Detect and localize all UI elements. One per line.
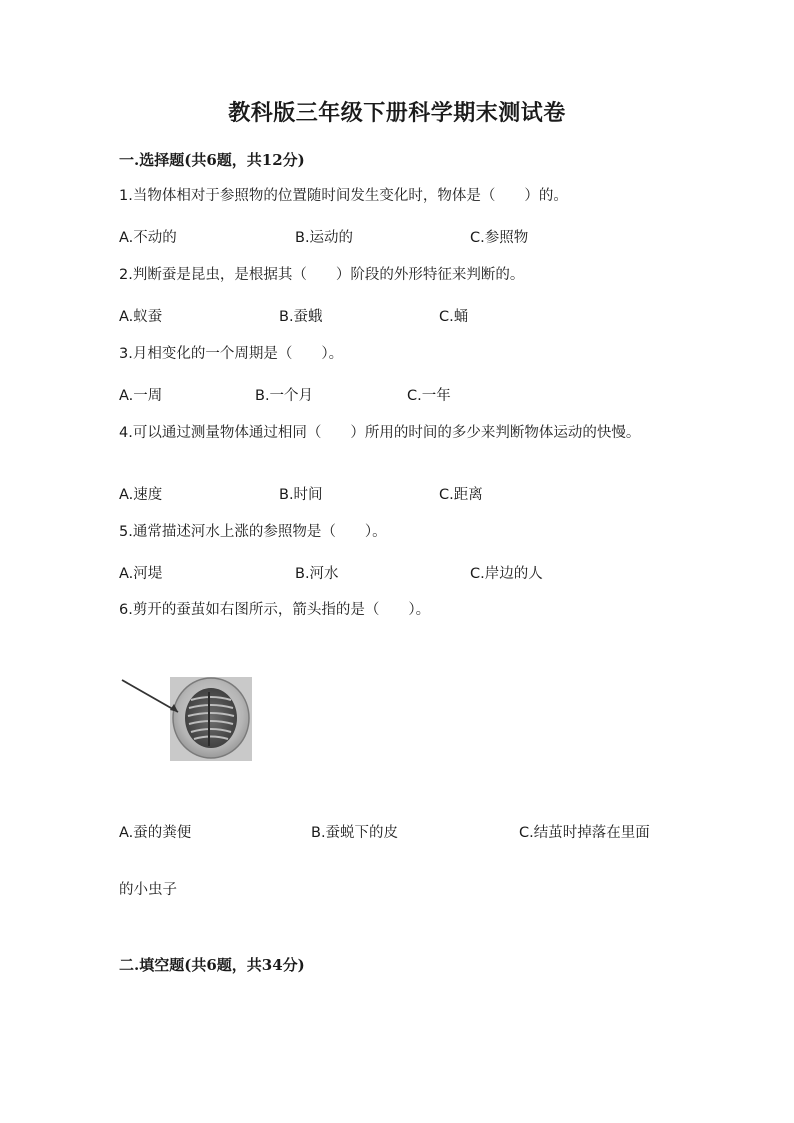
cut-cocoon-photo-icon [120,672,254,764]
option-1c: C.参照物 [470,230,529,246]
option-1a: A.不动的 [119,230,177,246]
option-1b: B.运动的 [295,230,354,246]
option-6c: C.结茧时掉落在里面 [519,825,650,841]
section-heading-fill: 二.填空题(共6题，共34分) [119,956,305,974]
page-title: 教科版三年级下册科学期末测试卷 [228,100,566,126]
question-4: 4.可以通过测量物体通过相同（ ）所用的时间的多少来判断物体运动的快慢。 [119,425,641,441]
section-heading-choice: 一.选择题(共6题，共12分) [119,151,305,169]
question-3: 3.月相变化的一个周期是（ ）。 [119,346,344,362]
question-5: 5.通常描述河水上涨的参照物是（ ）。 [119,524,387,540]
option-5b: B.河水 [295,566,339,582]
option-2a: A.蚁蚕 [119,309,163,325]
option-2b: B.蚕蛾 [279,309,323,325]
option-5a: A.河堤 [119,566,163,582]
question-2: 2.判断蚕是昆虫，是根据其（ ）阶段的外形特征来判断的。 [119,267,525,283]
question-1: 1.当物体相对于参照物的位置随时间发生变化时，物体是（ ）的。 [119,188,568,204]
option-5c: C.岸边的人 [470,566,543,582]
option-3b: B.一个月 [255,388,314,404]
option-2c: C.蛹 [439,309,469,325]
question-6: 6.剪开的蚕茧如右图所示，箭头指的是（ ）。 [119,602,431,618]
option-6b: B.蚕蜕下的皮 [311,825,399,841]
option-6c-continuation: 的小虫子 [119,882,177,898]
option-4a: A.速度 [119,487,163,503]
option-3c: C.一年 [407,388,451,404]
option-3a: A.一周 [119,388,163,404]
option-4b: B.时间 [279,487,323,503]
option-6a: A.蚕的粪便 [119,825,192,841]
option-4c: C.距离 [439,487,483,503]
